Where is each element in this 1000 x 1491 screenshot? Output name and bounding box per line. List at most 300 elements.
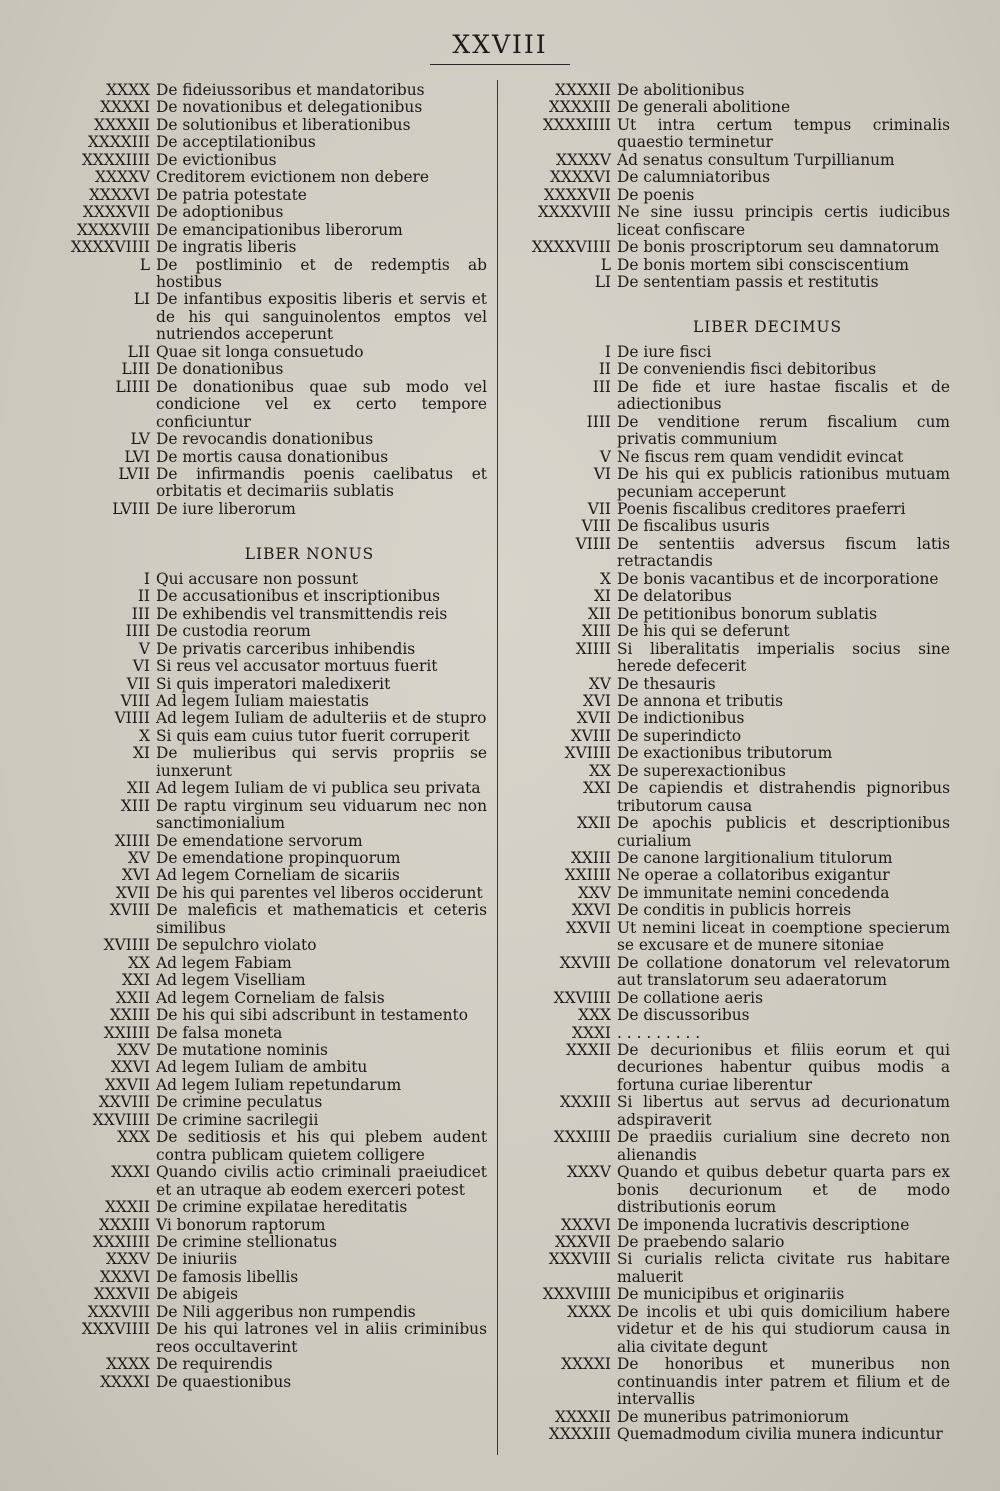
title-text: De raptu virginum seu viduarum nec non sanctimonialium [156, 796, 487, 833]
title-text: De famosis libellis [156, 1267, 299, 1286]
title-number: XXXXV [95, 168, 150, 187]
title-text: De maleficis et mathematicis et ceteris similibus [156, 901, 487, 937]
title-number: XXXXI [561, 1355, 611, 1374]
toc-entry [505, 536, 950, 571]
title-text: De crimine sacrilegii [156, 1110, 319, 1129]
toc-entry [42, 798, 487, 833]
title-number: XXV [577, 883, 611, 902]
title-text: De generali abolitione [617, 98, 791, 117]
title-number: XXVI [571, 901, 611, 920]
column-divider [497, 80, 498, 1455]
toc-entry [42, 222, 487, 239]
title-text: De requirendis [156, 1355, 273, 1374]
toc-entry [42, 1234, 487, 1251]
title-number: XXVII [565, 918, 611, 937]
title-number: XXXV [106, 1250, 150, 1269]
title-text: Ad legem Fabiam [156, 953, 292, 972]
title-text: De honoribus et muneribus non continuandis inter patrem et filium et de intervallis [617, 1355, 950, 1409]
title-number: V [138, 639, 150, 658]
title-text: De bonis proscriptorum seu damnatorum [617, 238, 940, 257]
title-number: XXXXII [555, 81, 611, 99]
toc-entry [42, 972, 487, 989]
title-text: Vi bonorum raptorum [156, 1215, 326, 1234]
title-text: De mortis causa donationibus [156, 447, 389, 466]
toc-entry [42, 1164, 487, 1199]
toc-entry [505, 82, 950, 99]
title-number: XXXXVII [82, 203, 150, 222]
title-text: De sententiis adversus fiscum latis retractandis [617, 534, 950, 571]
toc-entry [505, 1164, 950, 1216]
title-text: Quando civilis actio criminali praeiudicet et an utraque ab eodem exerceri potest [156, 1163, 487, 1199]
title-number: XXXVII [93, 1285, 150, 1304]
toc-entry [42, 745, 487, 780]
toc-entry [42, 344, 487, 361]
title-number: XVII [576, 709, 611, 728]
title-text: De canone largitionalium titulorum [617, 849, 893, 868]
toc-entry [42, 658, 487, 675]
toc-entry [505, 117, 950, 152]
title-text: Ad legem Iuliam de ambitu [156, 1058, 368, 1077]
title-text: De capiendis et distrahendis pignoribus tributorum causa [617, 779, 950, 815]
title-number: III [131, 604, 150, 623]
toc-entry [42, 99, 487, 116]
title-text: De muneribus patrimoniorum [617, 1407, 850, 1426]
toc-entry [505, 588, 950, 605]
title-text: Si liberalitatis imperialis socius sine herede defecerit [617, 639, 950, 676]
title-text: De apochis publicis et descriptionibus curialium [617, 814, 950, 850]
title-text: Ne fiscus rem quam vendidit evincat [617, 447, 904, 466]
title-number: XXXX [106, 81, 150, 99]
title-number: XXXVII [554, 1233, 611, 1251]
title-number: XXXXV [556, 150, 611, 169]
title-text: De accusationibus et inscriptionibus [156, 587, 441, 606]
toc-entry [42, 728, 487, 745]
toc-entry [42, 501, 487, 518]
title-number: XVII [115, 883, 150, 902]
toc-entry [42, 588, 487, 605]
title-number: LV [130, 430, 150, 449]
toc-entry [505, 920, 950, 955]
title-number: XXVIII [559, 953, 611, 972]
toc-entry [42, 676, 487, 693]
title-text: De abigeis [156, 1285, 239, 1304]
title-text: De falsa moneta [156, 1023, 283, 1042]
title-text: De mutatione nominis [156, 1041, 328, 1060]
title-number: XXVI [110, 1058, 150, 1077]
title-text: De conveniendis fisci debitoribus [617, 360, 877, 379]
toc-entry [42, 1199, 487, 1216]
title-number: XXXXIII [87, 133, 150, 152]
title-number: XXXXI [100, 98, 150, 117]
toc-entry [505, 204, 950, 239]
toc-entry [505, 641, 950, 676]
title-text: De novationibus et delegationibus [156, 98, 423, 117]
title-text: De exhibendis vel transmittendis reis [156, 604, 448, 623]
title-text: De fiscalibus usuris [617, 517, 770, 536]
title-text: De praediis curialium sine decreto non alienandis [617, 1128, 950, 1164]
title-number: XIII [581, 622, 611, 641]
title-text: De his qui se deferunt [617, 622, 790, 641]
title-text: De sententiam passis et restitutis [617, 272, 879, 291]
toc-entry [505, 815, 950, 850]
title-number: L [600, 255, 611, 274]
title-number: XXXX [567, 1302, 611, 1321]
toc-entry [505, 885, 950, 902]
title-number: III [592, 377, 611, 396]
title-text: De collatione aeris [617, 988, 763, 1007]
toc-entry [505, 676, 950, 693]
title-number: VI [132, 657, 150, 676]
toc-entry [505, 1426, 950, 1443]
toc-entry [505, 1286, 950, 1303]
toc-entry [42, 885, 487, 902]
title-text: Ad legem Iuliam de adulteriis et de stupro [156, 709, 487, 728]
title-number: XXXXVIII [537, 203, 611, 222]
title-number: XXXXIII [548, 98, 611, 117]
title-number: VIII [581, 517, 611, 536]
toc-entry [505, 623, 950, 640]
title-number: XVIII [109, 901, 150, 920]
title-text: De incolis et ubi quis domicilium habere videtur et de his qui studiorum causa in alia civitate degunt [617, 1302, 950, 1356]
toc-entry [42, 1251, 487, 1268]
title-text: De bonis mortem sibi consciscentium [617, 255, 909, 274]
title-text: Ut nemini liceat in coemptione specierum se excusare et de munere sitoniae [617, 918, 950, 955]
title-number: LI [594, 272, 611, 291]
title-text: De emancipationibus liberorum [156, 220, 403, 239]
title-text: De superexactionibus [617, 761, 786, 780]
toc-entry [42, 1112, 487, 1129]
toc-entry [42, 466, 487, 501]
toc-entry [505, 152, 950, 169]
title-text: De abolitionibus [617, 81, 745, 99]
title-text: De quaestionibus [156, 1372, 292, 1391]
title-text: Si quis imperatori maledixerit [156, 674, 391, 693]
title-number: XX [589, 761, 611, 780]
title-text: De patria potestate [156, 185, 307, 204]
title-text: Poenis fiscalibus creditores praeferri [617, 499, 906, 518]
toc-entry [42, 606, 487, 623]
title-number: VI [593, 465, 611, 484]
title-text: De custodia reorum [156, 622, 311, 641]
title-number: XXXXVII [543, 185, 611, 204]
title-number: XXVII [104, 1075, 150, 1094]
toc-entry [505, 902, 950, 919]
title-text: De acceptilationibus [156, 133, 316, 152]
toc-entry [505, 693, 950, 710]
title-text: De immunitate nemini concedenda [617, 883, 890, 902]
toc-entry [42, 169, 487, 186]
title-number: XVIII [570, 726, 611, 745]
title-text: Quando et quibus debetur quarta pars ex bonis decurionum et de modo distributionis eorum [617, 1163, 950, 1217]
title-number: XXXVI [99, 1267, 150, 1286]
toc-entry [42, 1094, 487, 1111]
toc-entry [505, 239, 950, 256]
title-text: De Nili aggeribus non rumpendis [156, 1302, 416, 1321]
toc-entry [505, 344, 950, 361]
toc-entry [42, 990, 487, 1007]
title-text: De privatis carceribus inhibendis [156, 639, 416, 658]
toc-entry [42, 431, 487, 448]
toc-entry [42, 239, 487, 256]
title-number: IIII [586, 412, 611, 431]
title-number: XXXI [111, 1163, 150, 1182]
toc-entry [505, 1234, 950, 1251]
title-number: XXI [583, 779, 611, 798]
title-text: De adoptionibus [156, 203, 284, 222]
header-rule [430, 64, 570, 65]
title-number: L [139, 255, 150, 274]
toc-entry [42, 623, 487, 640]
title-text: De iure fisci [617, 342, 712, 361]
title-number: II [598, 360, 611, 379]
title-number: XXXI [572, 1023, 611, 1042]
toc-entry [42, 780, 487, 797]
title-number: LI [133, 290, 150, 309]
title-text: De mulieribus qui servis propriis se iunxerunt [156, 744, 487, 780]
title-text: Ad legem Iuliam maiestatis [156, 691, 369, 710]
toc-entry [505, 1217, 950, 1234]
title-number: I [604, 342, 611, 361]
title-number: XI [593, 587, 611, 606]
title-text: De iniuriis [156, 1250, 238, 1269]
toc-entry [505, 955, 950, 990]
title-number: VIIII [114, 709, 150, 728]
toc-entry [42, 1304, 487, 1321]
title-text: De infirmandis poenis caelibatus et orbitatis et decimariis sublatis [156, 464, 487, 501]
title-number: XXXV [567, 1163, 611, 1182]
title-number: XXXII [565, 1041, 611, 1060]
title-text: De his qui ex publicis rationibus mutuam pecuniam acceperunt [617, 465, 950, 501]
title-number: LVI [124, 447, 150, 466]
title-text: De annona et tributis [617, 691, 784, 710]
title-text: De emendatione propinquorum [156, 849, 401, 868]
title-number: I [143, 569, 150, 588]
title-text: Qui accusare non possunt [156, 569, 359, 588]
title-number: XXXXI [100, 1372, 150, 1391]
title-text: Si curialis relicta civitate rus habitare maluerit [617, 1250, 950, 1286]
title-text: Ad legem Corneliam de sicariis [156, 866, 400, 885]
title-number: XXXVIII [548, 1250, 611, 1269]
title-text: De donationibus quae sub modo vel condicione vel ex certo tempore conficiuntur [156, 377, 487, 431]
toc-entry [505, 449, 950, 466]
title-number: XXXX [106, 1355, 150, 1374]
title-text: Ad legem Iuliam de vi publica seu privata [156, 779, 481, 798]
title-text: De fideiussoribus et mandatoribus [156, 81, 425, 99]
toc-entry [505, 867, 950, 884]
toc-entry [505, 1094, 950, 1129]
title-number: XXXVI [560, 1215, 611, 1234]
title-text: Quemadmodum civilia munera indicuntur [617, 1424, 943, 1443]
title-number: XXI [122, 971, 150, 990]
toc-entry [505, 710, 950, 727]
title-text: De petitionibus bonorum sublatis [617, 604, 877, 623]
title-text: De superindicto [617, 726, 742, 745]
toc-entry [42, 117, 487, 134]
title-text: Ut intra certum tempus criminalis quaestio terminetur [617, 115, 950, 152]
title-text: De poenis [617, 185, 695, 204]
title-number: XXX [578, 1006, 611, 1025]
toc-entry [505, 1042, 950, 1094]
toc-entry [42, 693, 487, 710]
toc-entry [42, 82, 487, 99]
toc-entry [505, 257, 950, 274]
title-text: De municipibus et originariis [617, 1285, 845, 1304]
toc-entry [505, 466, 950, 501]
toc-entry [42, 204, 487, 221]
toc-entry [42, 361, 487, 378]
title-number: LIII [121, 360, 150, 379]
title-number: XXIIII [564, 866, 611, 885]
toc-entry [505, 274, 950, 291]
toc-entry [42, 710, 487, 727]
title-text: De calumniatoribus [617, 168, 770, 187]
toc-entry [505, 99, 950, 116]
title-number: XVI [121, 866, 150, 885]
book-heading: LIBER DECIMUS [692, 318, 843, 337]
title-number: XXXII [104, 1198, 150, 1217]
toc-entry [42, 1286, 487, 1303]
toc-entry [42, 641, 487, 658]
title-text: Quae sit longa consuetudo [156, 342, 364, 361]
title-number: IIII [125, 622, 150, 641]
title-text: De crimine peculatus [156, 1093, 323, 1112]
title-text: De fide et iure hastae fiscalis et de adiectionibus [617, 377, 950, 414]
title-text: De venditione rerum fiscalium cum privatis communium [617, 412, 950, 449]
toc-entry [42, 1374, 487, 1391]
toc-entry [505, 1025, 950, 1042]
toc-entry [42, 1356, 487, 1373]
title-text: De conditis in publicis horreis [617, 901, 852, 920]
title-text: . . . . . . . . . [617, 1023, 701, 1042]
title-text: Ad legem Iuliam repetundarum [156, 1075, 402, 1094]
toc-entry [42, 1129, 487, 1164]
toc-entry [42, 291, 487, 343]
title-text: De discussoribus [617, 1006, 750, 1025]
title-text: Creditorem evictionem non debere [156, 168, 430, 187]
title-text: De his qui parentes vel liberos occiderunt [156, 883, 483, 902]
title-number: VIIII [575, 534, 611, 553]
title-number: XVIIII [103, 936, 150, 955]
title-text: De evictionibus [156, 150, 277, 169]
toc-entry [42, 1321, 487, 1356]
title-number: VII [126, 674, 150, 693]
toc-entry [505, 571, 950, 588]
toc-entry [505, 780, 950, 815]
toc-entry [505, 1304, 950, 1356]
title-number: XV [588, 674, 611, 693]
title-text: Ad legem Viselliam [156, 971, 306, 990]
title-number: XXXIII [98, 1215, 150, 1234]
title-number: XVI [582, 691, 611, 710]
title-text: De indictionibus [617, 709, 745, 728]
page-number: XXVIII [452, 30, 548, 59]
title-number: XXXXII [94, 115, 150, 134]
toc-entry [505, 1007, 950, 1024]
toc-entry [42, 134, 487, 151]
title-number: XXVIIII [553, 988, 611, 1007]
toc-entry [505, 1409, 950, 1426]
toc-entry [42, 1007, 487, 1024]
title-text: Si reus vel accusator mortuus fuerit [156, 657, 438, 676]
toc-entry [505, 990, 950, 1007]
title-number: XXVIII [98, 1093, 150, 1112]
title-number: XXXVIIII [81, 1320, 150, 1339]
title-text: De emendatione servorum [156, 831, 363, 850]
toc-entry [505, 187, 950, 204]
toc-entry [42, 902, 487, 937]
toc-entry [505, 1251, 950, 1286]
title-number: XXIII [570, 849, 611, 868]
title-text: De his qui sibi adscribunt in testamento [156, 1006, 468, 1025]
toc-entry [505, 850, 950, 867]
title-number: XX [128, 953, 150, 972]
toc-entry [42, 152, 487, 169]
title-text: De solutionibus et liberationibus [156, 115, 411, 134]
title-number: XXV [116, 1041, 150, 1060]
title-number: XXXXVI [549, 168, 611, 187]
title-number: XXXIII [559, 1093, 611, 1112]
right-column [505, 82, 950, 1443]
toc-entry [42, 379, 487, 431]
title-number: XXIIII [103, 1023, 150, 1042]
title-number: XXX [117, 1128, 150, 1147]
title-text: De postliminio et de redemptis ab hostibus [156, 255, 487, 291]
title-number: VIII [120, 691, 150, 710]
title-number: XIII [120, 796, 150, 815]
title-text: De thesauris [617, 674, 716, 693]
title-number: II [137, 587, 150, 606]
title-number: XXXIIII [553, 1128, 611, 1147]
title-text: De seditiosis et his qui plebem audent contra publicam quietem colligere [156, 1128, 487, 1164]
title-number: V [599, 447, 611, 466]
title-text: De delatoribus [617, 587, 732, 606]
title-text: De ingratis liberis [156, 238, 297, 257]
title-number: XVIIII [564, 744, 611, 763]
title-number: XV [127, 849, 150, 868]
toc-entry [42, 867, 487, 884]
toc-entry [505, 379, 950, 414]
toc-entry [505, 169, 950, 186]
toc-entry [42, 1077, 487, 1094]
toc-entry [42, 571, 487, 588]
title-text: De revocandis donationibus [156, 430, 374, 449]
title-number: XII [126, 779, 150, 798]
title-number: XXXXIIII [81, 150, 150, 169]
title-number: LVIII [112, 499, 150, 518]
toc-entry [505, 1356, 950, 1408]
title-text: Ad senatus consultum Turpillianum [617, 150, 895, 169]
title-number: XXXIIII [92, 1233, 150, 1251]
toc-entry [505, 414, 950, 449]
toc-entry [505, 518, 950, 535]
toc-entry [42, 1269, 487, 1286]
title-number: XI [132, 744, 150, 763]
toc-entry [42, 833, 487, 850]
title-number: XXXVIII [87, 1302, 150, 1321]
toc-entry [42, 1025, 487, 1042]
title-number: XIIII [575, 639, 611, 658]
title-number: XXII [576, 814, 611, 833]
toc-entry [505, 606, 950, 623]
toc-entry [42, 1059, 487, 1076]
title-number: XIIII [114, 831, 150, 850]
toc-entry [505, 745, 950, 762]
toc-entry [505, 763, 950, 780]
title-text: De sepulchro violato [156, 936, 317, 955]
toc-entry [42, 850, 487, 867]
title-number: XXXXVIII [76, 220, 150, 239]
toc-entry [42, 937, 487, 954]
